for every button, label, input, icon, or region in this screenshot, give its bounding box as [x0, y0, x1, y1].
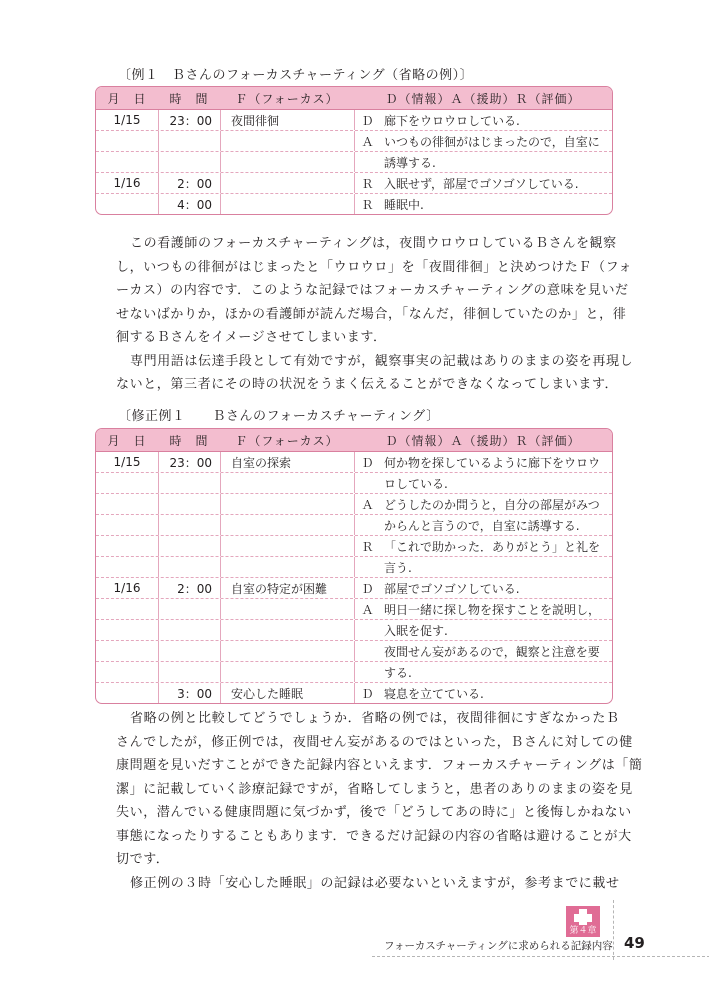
- footer-divider-vertical: [613, 900, 614, 960]
- cell-focus: 安心した睡眠: [220, 683, 354, 703]
- table-row: [96, 451, 612, 472]
- cell-focus: 自室の特定が困難: [220, 578, 354, 598]
- cell-text: いつもの徘徊がはじまったので，自室に: [384, 134, 600, 149]
- table-row: [96, 193, 612, 214]
- table-row: [96, 577, 612, 598]
- cell-time: 23：00: [158, 110, 220, 130]
- cell-focus: [220, 599, 354, 619]
- cell-code: Ａ: [354, 131, 380, 151]
- cell-text: 睡眠中.: [384, 197, 424, 212]
- cell-date: [96, 131, 158, 151]
- paragraph-line: ないと，第三者にその時の状況をうまく伝えることができなくなってしまいます．: [116, 377, 619, 392]
- paragraph-line: 徊するＢさんをイメージさせてしまいます．: [116, 330, 387, 345]
- cell-code: Ｒ: [354, 194, 380, 214]
- cell-time: 3：00: [158, 683, 220, 703]
- chapter-label: 第４章: [566, 925, 600, 937]
- cell-code: [354, 620, 380, 640]
- cell-date: [96, 536, 158, 556]
- cell-text: 入眠せず，部屋でゴソゴソしている.: [384, 176, 579, 191]
- cell-text: 部屋でゴソゴソしている.: [384, 581, 520, 596]
- example1-table: [95, 86, 613, 215]
- page-number: 49: [624, 934, 645, 952]
- cell-date: [96, 194, 158, 214]
- cell-focus: [220, 131, 354, 151]
- cell-code: [354, 473, 380, 493]
- cell-focus: 自室の探索: [220, 452, 354, 472]
- cell-focus: [220, 557, 354, 577]
- cell-text: 「これで助かった．ありがとう」と礼を: [384, 539, 601, 554]
- footer-divider-horizontal: [372, 956, 709, 957]
- cell-text: からんと言うので，自室に誘導する.: [384, 518, 580, 533]
- cell-date: 1/16: [113, 176, 141, 190]
- example2-caption: 〔修正例１ Ｂさんのフォーカスチャーティング〕: [118, 409, 440, 424]
- cell-code: Ｄ: [354, 452, 380, 472]
- cell-focus: [220, 194, 354, 214]
- cell-focus: [220, 515, 354, 535]
- example2-table: [95, 428, 613, 704]
- cell-code: Ｄ: [354, 683, 380, 703]
- cell-time: [158, 494, 220, 514]
- cell-text: 何か物を探しているように廊下をウロウ: [384, 455, 601, 470]
- header-focus: Ｆ（フォーカス）: [235, 91, 339, 106]
- cell-focus: [220, 641, 354, 661]
- cell-text: 入眠を促す.: [384, 623, 448, 638]
- cell-focus: [220, 473, 354, 493]
- paragraph-line: 潔」に記載していく診療記録ですが，省略してしまうと，患者のありのままの姿を見: [116, 781, 633, 797]
- header-dar: Ｄ（情報）Ａ（援助）Ｒ（評価）: [385, 91, 581, 106]
- cell-time: [158, 131, 220, 151]
- table-row: [96, 598, 612, 619]
- example1-caption: 〔例１ Ｂさんのフォーカスチャーティング（省略の例）〕: [118, 68, 474, 83]
- table-row: [96, 661, 612, 682]
- cell-date: [96, 494, 158, 514]
- table-row: [96, 472, 612, 493]
- cell-code: Ｒ: [354, 173, 380, 193]
- paragraph-line: 切です．: [116, 852, 170, 867]
- cell-time: [158, 620, 220, 640]
- cell-time: [158, 641, 220, 661]
- paragraph-line: ーカス）の内容です．このような記録ではフォーカスチャーティングの意味を見いだ: [116, 283, 629, 298]
- header-time: 時 間: [169, 433, 209, 448]
- paragraph-line: 専門用語は伝達手段として有効ですが，観察事実の記載はありのままの姿を再現し: [130, 353, 634, 369]
- paragraph-line: し，いつもの徘徊がはじまったと「ウロウロ」を「夜間徘徊」と決めつけたＦ（フォ: [116, 259, 633, 275]
- cell-time: [158, 557, 220, 577]
- cell-code: [354, 152, 380, 172]
- cell-code: Ｄ: [354, 578, 380, 598]
- cell-time: [158, 515, 220, 535]
- cell-code: [354, 662, 380, 682]
- cell-code: Ｒ: [354, 536, 380, 556]
- cell-focus: [220, 494, 354, 514]
- paragraph-line: 事態になったりすることもあります．できるだけ記録の内容の省略は避けることが大: [116, 828, 632, 844]
- cell-text: ロしている.: [384, 476, 448, 491]
- cell-date: 1/15: [113, 113, 141, 127]
- body-paragraph-2: [116, 707, 643, 895]
- header-time: 時 間: [169, 91, 209, 106]
- table-row: [96, 109, 612, 130]
- table-row: [96, 556, 612, 577]
- paragraph-line: 省略の例と比較してどうでしょうか．省略の例では，夜間徘徊にすぎなかったＢ: [130, 711, 620, 726]
- cell-text: 明日一緒に探し物を探すことを説明し，: [384, 602, 601, 617]
- paragraph-line: さんでしたが，修正例では，夜間せん妄があるのではといった，Ｂさんに対しての健: [116, 734, 633, 750]
- cell-code: [354, 557, 380, 577]
- cell-date: [96, 473, 158, 493]
- table-row: [96, 151, 612, 172]
- cell-time: [158, 473, 220, 493]
- table-row: [96, 535, 612, 556]
- paragraph-line: 失い，潜んでいる健康問題に気づかず，後で「どうしてあの時に」と後悔しかねない: [116, 805, 632, 820]
- table-row: [96, 130, 612, 151]
- cell-code: [354, 515, 380, 535]
- running-title: フォーカスチャーティングに求められる記録内容: [384, 940, 613, 952]
- cell-focus: 夜間徘徊: [220, 110, 354, 130]
- cell-date: [96, 599, 158, 619]
- cell-code: Ａ: [354, 599, 380, 619]
- cell-date: 1/16: [113, 581, 141, 595]
- cell-time: [158, 662, 220, 682]
- table-row: [96, 493, 612, 514]
- cell-text: どうしたのか問うと，自分の部屋がみつ: [384, 497, 600, 512]
- cell-date: [96, 152, 158, 172]
- cell-date: [96, 683, 158, 703]
- cell-time: [158, 152, 220, 172]
- cell-text: 廊下をウロウロしている.: [384, 113, 520, 128]
- table-row: [96, 619, 612, 640]
- cell-text: 寝息を立てている.: [384, 686, 484, 701]
- cell-focus: [220, 173, 354, 193]
- cell-focus: [220, 662, 354, 682]
- cell-time: 23：00: [158, 452, 220, 472]
- table-row: [96, 172, 612, 193]
- header-focus: Ｆ（フォーカス）: [235, 433, 339, 448]
- table-row: [96, 514, 612, 535]
- table-header: [96, 87, 612, 109]
- header-date: 月 日: [107, 433, 147, 448]
- paragraph-line: 修正例の３時「安心した睡眠」の記録は必要ないといえますが，参考までに載せ: [130, 875, 620, 891]
- cell-focus: [220, 152, 354, 172]
- cell-focus: [220, 536, 354, 556]
- cell-focus: [220, 620, 354, 640]
- cell-date: [96, 662, 158, 682]
- cell-date: [96, 641, 158, 661]
- cell-time: [158, 536, 220, 556]
- cell-date: 1/15: [113, 455, 141, 469]
- cell-code: Ａ: [354, 494, 380, 514]
- cell-code: [354, 641, 380, 661]
- cell-text: 言う.: [384, 560, 412, 575]
- table-row: [96, 682, 612, 703]
- paragraph-line: 康問題を見いだすことができた記録内容といえます．フォーカスチャーティングは「簡: [116, 758, 643, 773]
- cell-date: [96, 515, 158, 535]
- cell-text: 誘導する.: [384, 155, 436, 170]
- paragraph-line: せないばかりか，ほかの看護師が読んだ場合，「なんだ，徘徊していたのか」と，徘: [116, 306, 627, 322]
- cell-text: する.: [384, 665, 412, 680]
- paragraph-line: この看護師のフォーカスチャーティングは，夜間ウロウロしているＢさんを観察: [130, 236, 617, 251]
- cell-time: 4：00: [158, 194, 220, 214]
- table-header: [96, 429, 612, 451]
- cell-time: 2：00: [158, 578, 220, 598]
- table-row: [96, 640, 612, 661]
- cell-text: 夜間せん妄があるので，観察と注意を要: [384, 644, 600, 659]
- cell-date: [96, 557, 158, 577]
- cell-date: [96, 620, 158, 640]
- cell-code: Ｄ: [354, 110, 380, 130]
- cell-time: 2：00: [158, 173, 220, 193]
- body-paragraph-1: [116, 232, 634, 397]
- header-dar: Ｄ（情報）Ａ（援助）Ｒ（評価）: [385, 433, 581, 448]
- header-date: 月 日: [107, 91, 147, 106]
- cell-time: [158, 599, 220, 619]
